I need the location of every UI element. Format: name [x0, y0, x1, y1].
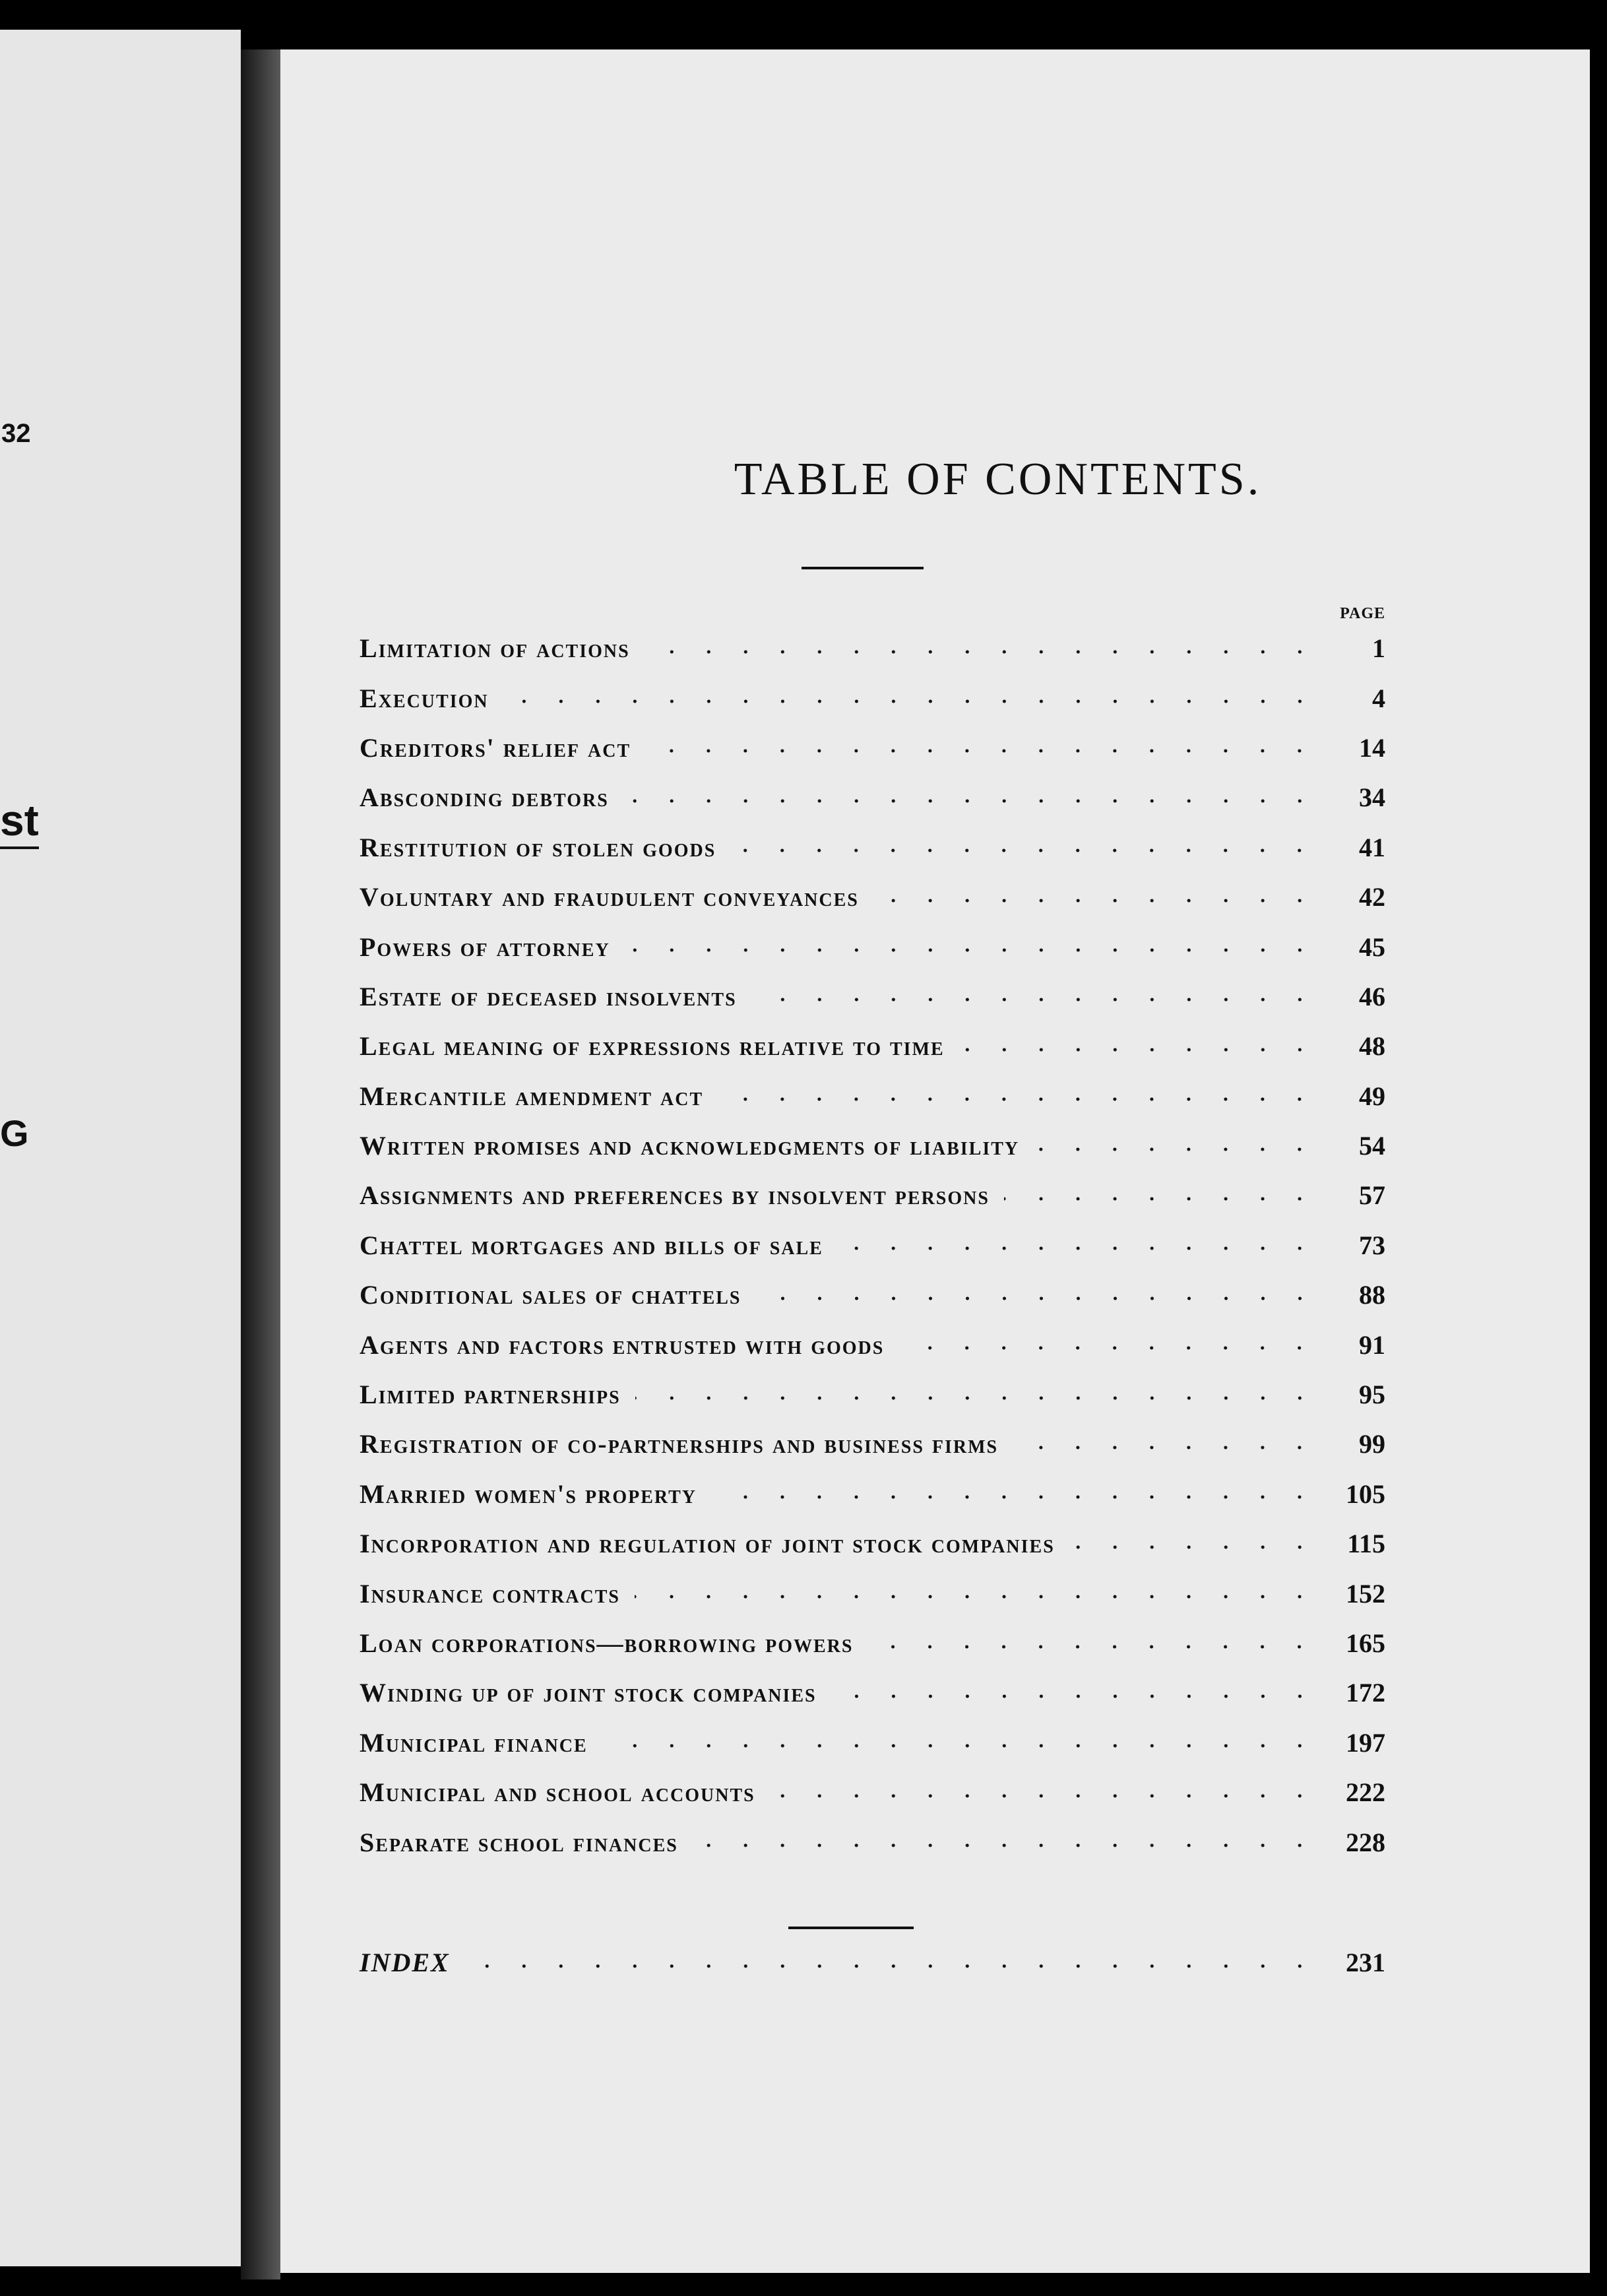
toc-entry-page: 172 — [1346, 1678, 1385, 1708]
toc-entry[interactable] — [360, 1270, 1385, 1320]
toc-entry-page: 95 — [1359, 1380, 1385, 1410]
toc-entry-page: 34 — [1359, 782, 1385, 813]
toc-entry[interactable] — [360, 872, 1385, 922]
toc-entry[interactable] — [360, 1320, 1385, 1369]
toc-entry-page: 152 — [1346, 1578, 1385, 1609]
toc-entry[interactable] — [360, 623, 1385, 673]
dot-leader — [770, 1794, 1318, 1798]
toc-entry-label: Municipal and school accounts — [360, 1777, 755, 1808]
toc-entry-page: 42 — [1359, 882, 1385, 912]
toc-entry-page: 1 — [1372, 633, 1385, 664]
toc-entry-page: 49 — [1359, 1081, 1385, 1111]
dot-leader — [602, 1744, 1318, 1748]
toc-entry-label: Separate school finances — [360, 1827, 678, 1857]
toc-entry-page: 57 — [1359, 1180, 1385, 1211]
toc-entry-label: Municipal finance — [360, 1727, 588, 1758]
toc-entry-page: 54 — [1359, 1131, 1385, 1161]
toc-entry-page: 165 — [1346, 1628, 1385, 1658]
toc-index-label: INDEX — [360, 1948, 450, 1977]
left-page — [0, 30, 241, 2266]
dot-leader — [959, 1048, 1318, 1052]
dot-leader — [645, 749, 1318, 753]
toc-entry[interactable] — [360, 1419, 1385, 1469]
toc-entry-page: 4 — [1372, 683, 1385, 713]
left-page-fragment-top: 32 — [1, 419, 31, 448]
dot-leader — [635, 1595, 1318, 1599]
toc-list — [360, 623, 1385, 1867]
index-divider — [788, 1927, 914, 1929]
toc-entry-label: Agents and factors entrusted with goods — [360, 1329, 885, 1360]
toc-entry-label: Limitation of actions — [360, 633, 630, 664]
toc-entry[interactable] — [360, 1817, 1385, 1866]
toc-entry-label: Voluntary and fraudulent conveyances — [360, 882, 859, 912]
left-page-fragment-low: G — [0, 1112, 29, 1154]
toc-entry[interactable] — [360, 673, 1385, 722]
dot-leader — [1013, 1446, 1318, 1450]
toc-index-entry[interactable] — [360, 1938, 1385, 1987]
toc-entry-page: 45 — [1359, 932, 1385, 962]
dot-leader — [503, 699, 1318, 703]
toc-entry-page: 14 — [1359, 732, 1385, 763]
dot-leader — [464, 1964, 1318, 1968]
toc-entry-label: Assignments and preferences by insolvent persons — [360, 1180, 990, 1211]
toc-entry-label: Absconding debtors — [360, 782, 609, 813]
toc-entry[interactable] — [360, 1071, 1385, 1121]
toc-entry[interactable] — [360, 823, 1385, 872]
dot-leader — [1069, 1545, 1318, 1549]
book-spine — [241, 49, 280, 2280]
page-column-header: PAGE — [1340, 605, 1385, 622]
toc-entry[interactable] — [360, 1221, 1385, 1270]
toc-entry-page: 222 — [1346, 1777, 1385, 1808]
toc-index-page: 231 — [1346, 1948, 1385, 1977]
toc-entry[interactable] — [360, 1170, 1385, 1220]
toc-entry-label: Creditors' relief act — [360, 732, 631, 763]
toc-entry-page: 228 — [1346, 1827, 1385, 1857]
toc-entry[interactable] — [360, 1519, 1385, 1568]
toc-entry[interactable] — [360, 773, 1385, 822]
dot-leader — [625, 948, 1318, 952]
toc-entry-label: Powers of attorney — [360, 932, 610, 962]
toc-entry[interactable] — [360, 1618, 1385, 1668]
toc-entry-label: Married women's property — [360, 1479, 697, 1509]
dot-leader — [838, 1246, 1318, 1250]
toc-entry-label: Restitution of stolen goods — [360, 832, 716, 862]
toc-entry-page: 73 — [1359, 1230, 1385, 1260]
toc-entry-label: Written promises and acknowledgments of liability — [360, 1131, 1020, 1161]
dot-leader — [635, 1396, 1318, 1400]
page-title: TABLE OF CONTENTS. — [734, 454, 1262, 505]
title-divider — [802, 567, 924, 569]
toc-entry-label: Insurance contracts — [360, 1578, 620, 1609]
toc-entry-page: 88 — [1359, 1280, 1385, 1310]
toc-entry-label: Limited partnerships — [360, 1380, 621, 1410]
toc-entry[interactable] — [360, 1121, 1385, 1170]
toc-entry[interactable] — [360, 1668, 1385, 1717]
dot-leader — [898, 1346, 1318, 1350]
toc-entry-label: Loan corporations—borrowing powers — [360, 1628, 854, 1658]
toc-entry-page: 41 — [1359, 832, 1385, 862]
dot-leader — [1034, 1147, 1318, 1151]
toc-entry[interactable] — [360, 1370, 1385, 1419]
toc-entry-label: Winding up of joint stock companies — [360, 1678, 817, 1708]
dot-leader — [693, 1843, 1318, 1847]
toc-entry-page: 197 — [1346, 1727, 1385, 1758]
toc-entry[interactable] — [360, 1718, 1385, 1768]
toc-entry-page: 105 — [1346, 1479, 1385, 1509]
dot-leader — [623, 799, 1318, 803]
toc-entry-label: Incorporation and regulation of joint stock companies — [360, 1529, 1055, 1559]
dot-leader — [867, 1645, 1318, 1649]
toc-entry-label: Estate of deceased insolvents — [360, 981, 737, 1011]
toc-entry[interactable] — [360, 723, 1385, 773]
right-page — [280, 49, 1590, 2273]
dot-leader — [873, 899, 1318, 903]
dot-leader — [711, 1495, 1318, 1499]
toc-entry[interactable] — [360, 1568, 1385, 1618]
toc-entry-label: Chattel mortgages and bills of sale — [360, 1230, 823, 1260]
toc-entry-page: 46 — [1359, 981, 1385, 1011]
left-page-fragment-mid: st — [0, 795, 39, 849]
toc-entry[interactable] — [360, 1021, 1385, 1071]
toc-entry[interactable] — [360, 922, 1385, 971]
dot-leader — [831, 1694, 1318, 1698]
dot-leader — [645, 650, 1318, 654]
dot-leader — [756, 1296, 1319, 1300]
toc-entry-page: 48 — [1359, 1031, 1385, 1062]
toc-entry-label: Conditional sales of chattels — [360, 1280, 741, 1310]
toc-entry[interactable] — [360, 1768, 1385, 1817]
toc-entry[interactable] — [360, 972, 1385, 1021]
toc-entry-page: 99 — [1359, 1429, 1385, 1459]
toc-entry-label: Registration of co-partnerships and business firms — [360, 1429, 999, 1459]
toc-entry-label: Mercantile amendment act — [360, 1081, 704, 1111]
toc-entry-page: 91 — [1359, 1329, 1385, 1360]
toc-entry-label: Execution — [360, 683, 489, 713]
dot-leader — [1004, 1197, 1318, 1201]
toc-entry[interactable] — [360, 1469, 1385, 1519]
dot-leader — [718, 1097, 1318, 1101]
dot-leader — [751, 998, 1318, 1002]
dot-leader — [730, 848, 1318, 852]
toc-entry-label: Legal meaning of expressions relative to time — [360, 1031, 945, 1062]
toc-entry-page: 115 — [1347, 1529, 1385, 1559]
